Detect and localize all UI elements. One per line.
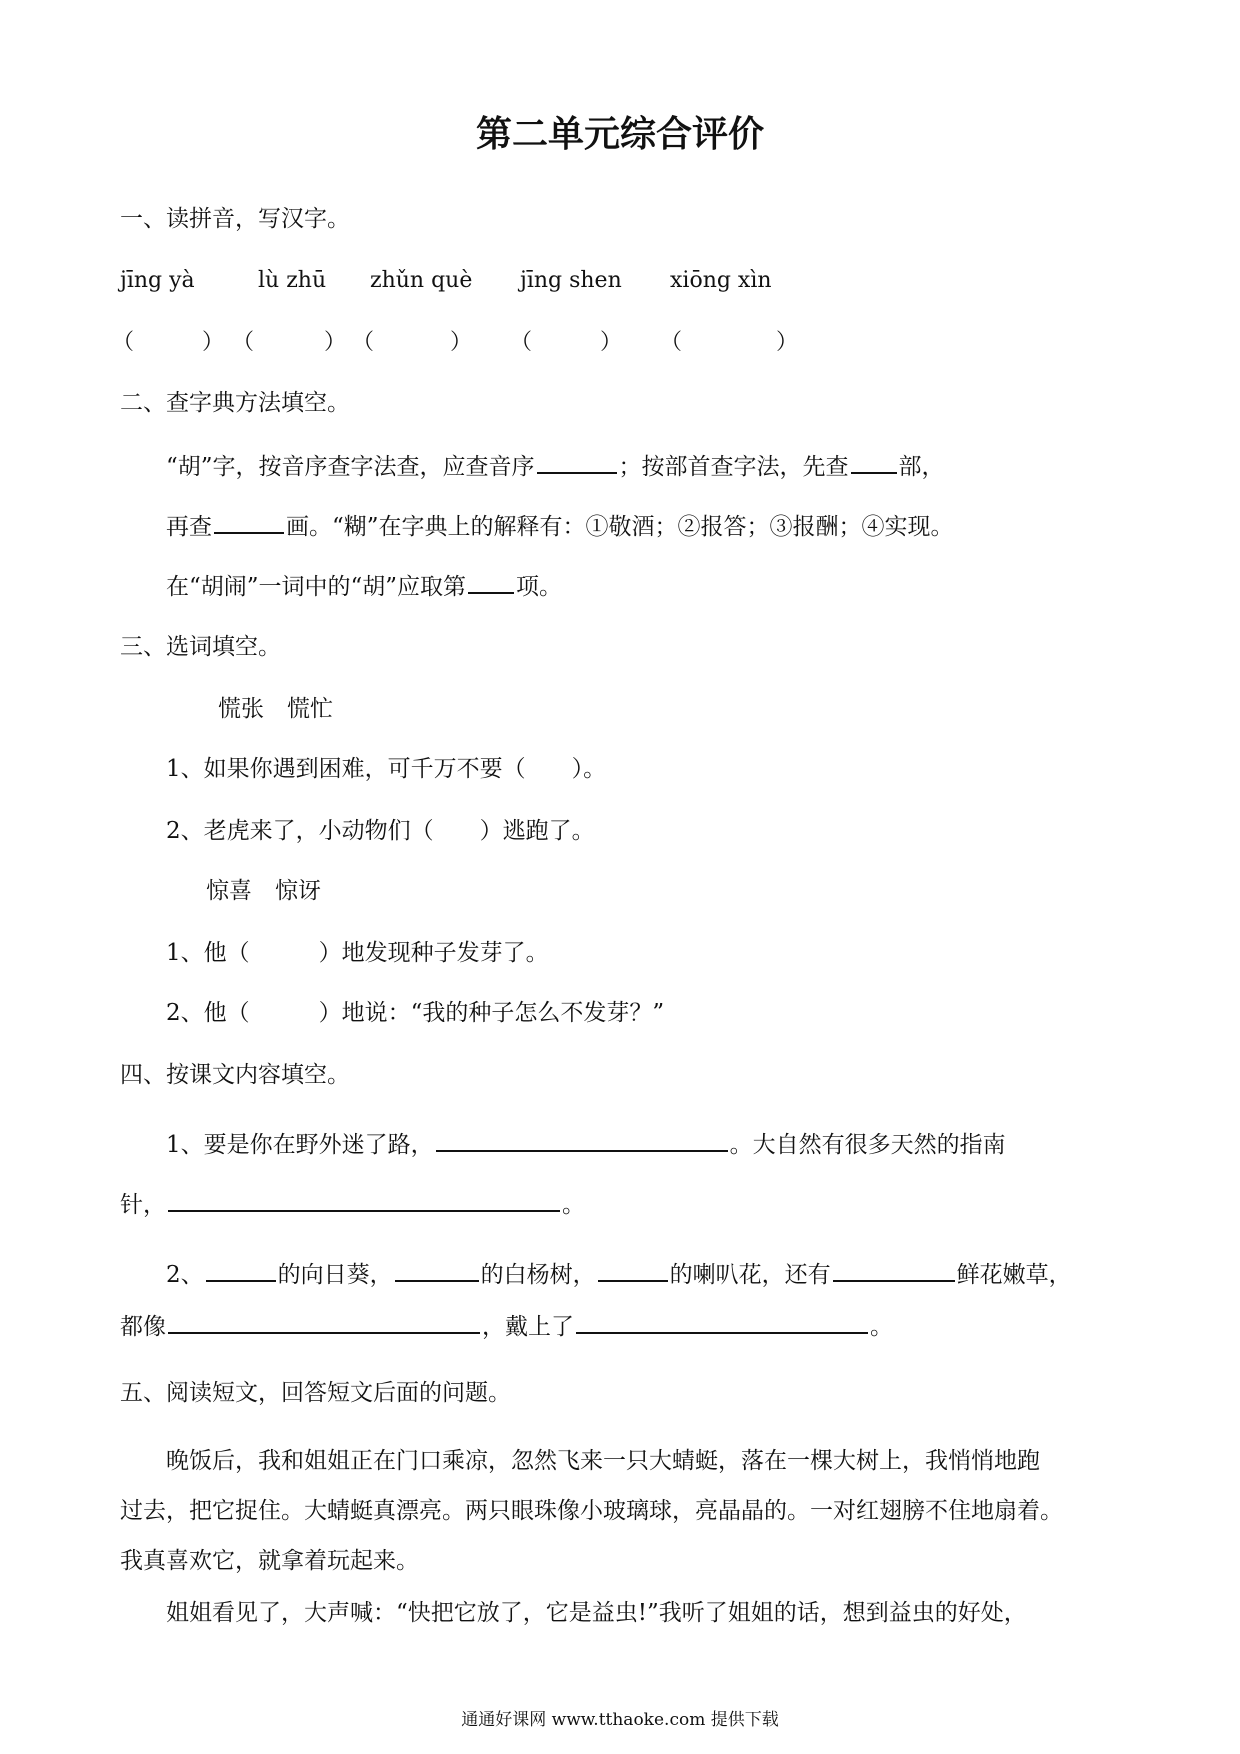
- blank-radical[interactable]: [851, 450, 897, 474]
- recall-line-3: [166, 1258, 1072, 1290]
- section-3-heading: 三、选词填空。: [120, 634, 281, 660]
- section-1-heading: 一、读拼音，写汉字。: [120, 206, 350, 232]
- fill-question-1: 1、如果你遇到困难，可千万不要（ ）。: [166, 756, 607, 782]
- blank-phonetic-letter[interactable]: [537, 450, 617, 474]
- recall-line-2-text-a: 针，: [120, 1192, 166, 1218]
- recall-line-1-text-a: 1、要是你在野外迷了路，: [166, 1132, 434, 1158]
- answer-paren-1-open: （: [112, 330, 135, 355]
- fill-question-4: 2、他（ ）地说：“我的种子怎么不发芽？”: [166, 1000, 665, 1026]
- recall-line-1-text-b: 。大自然有很多天然的指南: [729, 1132, 1006, 1158]
- blank-natural-compass[interactable]: [168, 1188, 560, 1212]
- pinyin-2: lù zhū: [258, 268, 327, 293]
- fill-question-3: 1、他（ ）地发现种子发芽了。: [166, 940, 549, 966]
- blank-meaning-number[interactable]: [468, 570, 514, 594]
- section-4-heading: 四、按课文内容填空。: [120, 1062, 350, 1088]
- passage-line-1: 晚饭后，我和姐姐正在门口乘凉，忽然飞来一只大蜻蜓，落在一棵大树上，我悄悄地跑: [166, 1448, 1040, 1474]
- recall-line-4-text-c: 。: [870, 1314, 893, 1340]
- blank-all-like[interactable]: [168, 1310, 480, 1334]
- answer-paren-3-open: （: [352, 330, 375, 355]
- answer-paren-4-close: ）: [600, 330, 623, 355]
- dictionary-line-1-text-c: 部，: [898, 454, 945, 480]
- blank-stroke-count[interactable]: [214, 510, 284, 534]
- passage-line-2: 过去，把它捉住。大蜻蜓真漂亮。两只眼珠像小玻璃球，亮晶晶的。一对红翅膀不住地扇着。: [120, 1498, 1063, 1524]
- dictionary-line-1-text-b: ；按部首查字法，先查: [618, 454, 849, 480]
- pinyin-3: zhǔn què: [370, 268, 473, 293]
- blank-put-on[interactable]: [576, 1310, 868, 1334]
- dictionary-line-3-text-a: 在“胡闹”一词中的“胡”应取第: [166, 574, 467, 600]
- fill-question-2: 2、老虎来了，小动物们（ ）逃跑了。: [166, 818, 595, 844]
- blank-sunflower-adj[interactable]: [206, 1258, 276, 1282]
- answer-paren-1-close: ）: [202, 330, 225, 355]
- recall-line-3-text-b: 的向日葵，: [277, 1262, 393, 1288]
- dictionary-line-2-text-b: 画。“糊”在字典上的解释有：①敬酒；②报答；③报酬；④实现。: [286, 514, 954, 540]
- recall-line-3-text-e: 鲜花嫩草，: [956, 1262, 1072, 1288]
- recall-line-3-text-c: 的白杨树，: [480, 1262, 596, 1288]
- pinyin-1: jīng yà: [120, 268, 195, 293]
- recall-line-1: [166, 1128, 1006, 1160]
- answer-paren-2-open: （: [232, 330, 255, 355]
- recall-line-3-text-d: 的喇叭花，还有: [669, 1262, 831, 1288]
- dictionary-line-3: [166, 570, 562, 602]
- answer-paren-5-close: ）: [776, 330, 799, 355]
- word-choices-2: 惊喜 惊讶: [206, 878, 321, 904]
- answer-paren-5-open: （: [660, 330, 683, 355]
- answer-paren-2-close: ）: [324, 330, 347, 355]
- recall-line-4-text-a: 都像: [120, 1314, 166, 1340]
- answer-paren-4-open: （: [510, 330, 533, 355]
- blank-poplar-adj[interactable]: [395, 1258, 479, 1282]
- recall-line-4-text-b: ，戴上了: [482, 1314, 574, 1340]
- dictionary-line-1-text-a: “胡”字，按音序查字法查，应查音序: [166, 454, 535, 480]
- passage-line-4: 姐姐看见了，大声喊：“快把它放了，它是益虫!”我听了姐姐的话，想到益虫的好处，: [166, 1600, 1027, 1626]
- word-choices-1: 慌张 慌忙: [218, 696, 333, 722]
- dictionary-line-3-text-b: 项。: [516, 574, 563, 600]
- recall-line-4: [120, 1310, 893, 1342]
- pinyin-5: xiōng xìn: [670, 268, 772, 293]
- blank-flowers-grass-adj[interactable]: [833, 1258, 955, 1282]
- dictionary-line-2: [166, 510, 954, 542]
- blank-morning-glory-adj[interactable]: [598, 1258, 668, 1282]
- recall-line-2-text-b: 。: [562, 1192, 585, 1218]
- footer-source: 通通好课网 www.tthaoke.com 提供下载: [461, 1710, 779, 1730]
- blank-lost-in-wild[interactable]: [436, 1128, 728, 1152]
- answer-paren-3-close: ）: [450, 330, 473, 355]
- dictionary-line-2-text-a: 再查: [166, 514, 212, 540]
- section-5-heading: 五、阅读短文，回答短文后面的问题。: [120, 1380, 511, 1406]
- page-title: 第二单元综合评价: [475, 113, 764, 155]
- dictionary-line-1: [166, 450, 945, 482]
- recall-line-2: [120, 1188, 585, 1220]
- recall-line-3-text-a: 2、: [166, 1262, 204, 1288]
- passage-line-3: 我真喜欢它，就拿着玩起来。: [120, 1548, 419, 1574]
- section-2-heading: 二、查字典方法填空。: [120, 390, 350, 416]
- pinyin-4: jīng shen: [520, 268, 622, 293]
